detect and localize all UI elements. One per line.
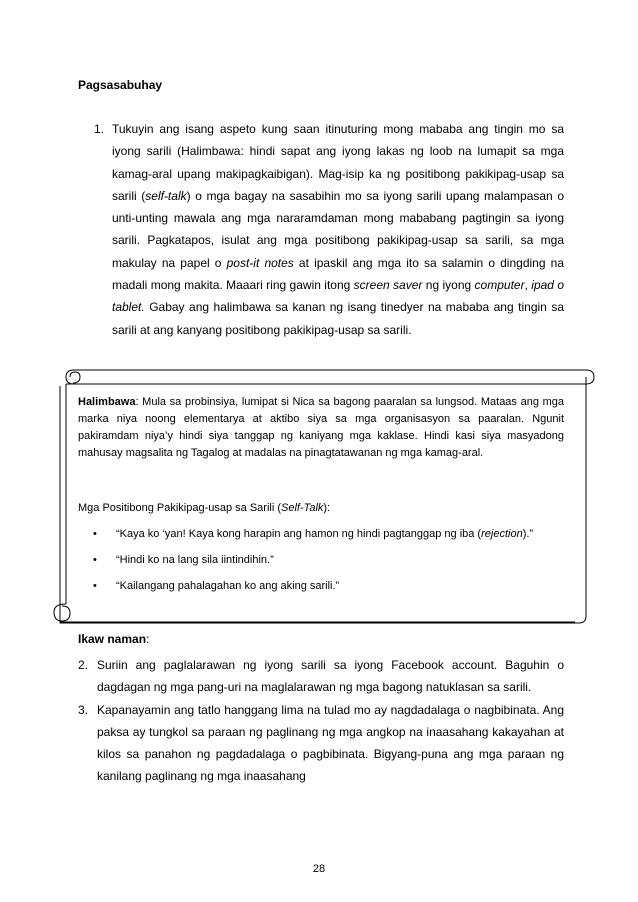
list-item: • “Hindi ko na lang sila iintindihin.” (93, 554, 274, 566)
item-3-text: Kapanayamin ang tatlo hanggang lima na tulad mo ay nagdadalaga o nagbibinata. Ang paksa ay tungkol sa paraan ng paglinang ng mga angkop na inaasahang kakayahan at kilos sa panahon ng pagdadalaga o pagbibinata. Bigyang-puna ang mga paraan ng kanilang paglinang ng mga inaasahang (97, 702, 564, 784)
list-item: • “Kaya ko ‘yan! Kaya kong harapin ang hamon ng hindi pagtanggap ng iba (rejection).” (93, 528, 534, 540)
bullet-icon: • (93, 554, 97, 566)
item-2-text: Suriin ang paglalarawan ng iyong sarili sa iyong Facebook account. Baguhin o dagdagan ng mga pang-uri na maglalarawan ng mga bagong natuklasan sa sarili. (97, 658, 564, 695)
list-item: • “Kailangang pahalagahan ko ang aking sarili.” (93, 580, 340, 592)
item-number: 2. (78, 658, 89, 672)
bullet-icon: • (93, 580, 97, 592)
item-number: 3. (78, 702, 89, 717)
instruction-list-continued (78, 654, 564, 788)
ikaw-naman-heading: Ikaw naman: (78, 632, 150, 646)
self-talk-list (78, 526, 564, 604)
example-paragraph: Halimbawa: Mula sa probinsiya, lumipat si Nica sa bagong paaralan sa lungsod. Mataas ang mga marka niya noong elementarya at aktibo siya sa mga organisasyon sa paaralan. Ngunit pakiramdam niya’y hindi siya tanggap ng kaniyang mga kaklase. Hindi kasi siya masyadong mahusay magsalita ng Tagalog at madalas na pinagtatawanan ng mga kamag-aral. (78, 396, 564, 459)
item-number: 1. (94, 122, 105, 136)
instruction-item-2 (78, 654, 564, 699)
section-heading: Pagsasabuhay (78, 78, 163, 92)
item-1-text: Tukuyin ang isang aspeto kung saan itinuturing mong mababa ang tingin mo sa iyong sarili (Halimbawa: hindi sapat ang iyong lakas ng loob na lumapit sa mga kamag-aral upang makipagkaibigan). Mag-isip ka ng positibong pakikipag-usap sa sarili (self-talk) o mga bagay na sasabihin mo sa iyong sarili upang malampasan o unti-unting mawala ang mga nararamdaman mong mababang pagtingin sa iyong sarili. Pagkatapos, isulat ang mga positibong pakikipag-usap sa sarili, sa mga makulay na papel o post-it notes at ipaskil ang mga ito sa salamin o dingding na madali mong makita. Maaari ring gawin itong screen saver ng iyong computer, ipad o tablet. Gabay ang halimbawa sa kanan ng isang tinedyer na mababa ang tingin sa sarili at ang kanyang positibong pakikipag-usap sa sarili. (112, 122, 565, 337)
self-talk-title: Mga Positibong Pakikipag-usap sa Sarili (Self-Talk): (78, 502, 331, 514)
example-box (78, 394, 564, 604)
page-number: 28 (312, 863, 326, 875)
bullet-icon: • (93, 528, 97, 540)
instruction-item-3 (78, 699, 564, 788)
